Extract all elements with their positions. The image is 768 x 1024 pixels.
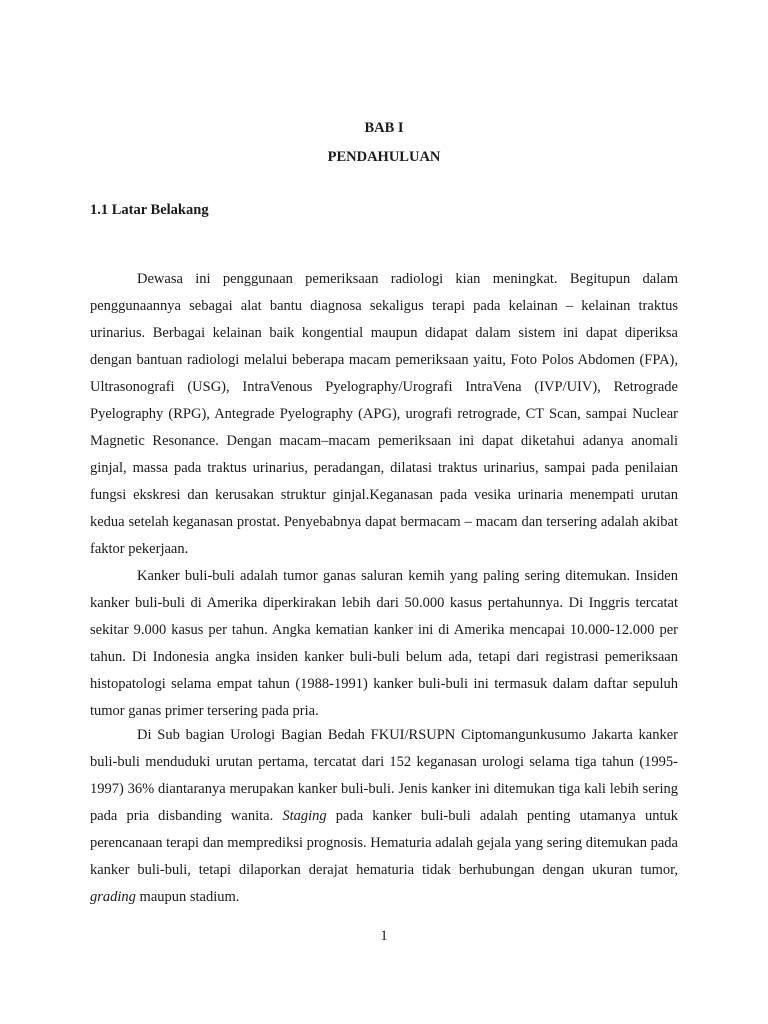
chapter-title: PENDAHULUAN xyxy=(327,149,441,165)
paragraph-2: Kanker buli-buli adalah tumor ganas saluran kemih yang paling sering ditemukan. Insiden kanker buli-buli di Amerika diperkirakan lebih dari 50.000 kasus pertahunnya. Di Inggris tercatat sekitar 9.000 kasus per tahun. Angka kematian kanker ini di Amerika mencapai 10.000-12.000 per tahun. Di Indonesia angka insiden kanker buli-buli belum ada, tetapi dari registrasi pemeriksaan histopatologi selama empat tahun (1988-1991) kanker buli-buli ini termasuk dalam daftar sepuluh tumor ganas primer tersering pada pria. xyxy=(90,568,678,719)
paragraph-3 xyxy=(90,722,678,911)
paragraph-3-text-b: pada kanker buli-buli adalah penting utamanya untuk perencanaan terapi dan memprediksi prognosis. Hematuria adalah gejala yang sering ditemukan pada kanker buli-buli, tetapi dilaporkan derajat hematuria tidak berhubungan dengan ukuran tumor, xyxy=(90,808,678,878)
paragraph-1: Dewasa ini penggunaan pemeriksaan radiologi kian meningkat. Begitupun dalam penggunaannya sebagai alat bantu diagnosa sekaligus terapi pada kelainan – kelainan traktus urinarius. Berbagai kelainan baik kongential maupun didapat dalam sistem ini dapat diperiksa dengan bantuan radiologi melalui beberapa macam pemeriksaan yaitu, Foto Polos Abdomen (FPA), Ultrasonografi (USG), IntraVenous Pyelography/Urografi IntraVena (IVP/UIV), Retrograde Pyelography (RPG), Antegrade Pyelography (APG), urografi retrograde, CT Scan, sampai Nuclear Magnetic Resonance. Dengan macam–macam pemeriksaan ini dapat diketahui adanya anomali ginjal, massa pada traktus urinarius, peradangan, dilatasi traktus urinarius, sampai pada penilaian fungsi ekskresi dan kerusakan struktur ginjal.Keganasan pada vesika urinaria menempati urutan kedua setelah keganasan prostat. Penyebabnya dapat bermacam – macam dan tersering adalah akibat faktor pekerjaan. xyxy=(90,271,678,557)
paragraph-3-text-a: Di Sub bagian Urologi Bagian Bedah FKUI/RSUPN Ciptomangunkusumo Jakarta kanker buli-buli menduduki urutan pertama, tercatat dari 152 keganasan urologi selama tiga tahun (1995-1997) 36% diantaranya merupakan kanker buli-buli. Jenis kanker ini ditemukan tiga kali lebih sering pada pria disbanding wanita. xyxy=(90,727,678,824)
paragraph-3-text-c: maupun stadium. xyxy=(135,889,240,905)
section-heading: 1.1 Latar Belakang xyxy=(90,202,209,218)
page-number: 1 xyxy=(380,928,388,944)
italic-term-grading: grading xyxy=(90,889,136,905)
chapter-number: BAB I xyxy=(364,120,404,136)
italic-term-staging: Staging xyxy=(282,808,327,824)
